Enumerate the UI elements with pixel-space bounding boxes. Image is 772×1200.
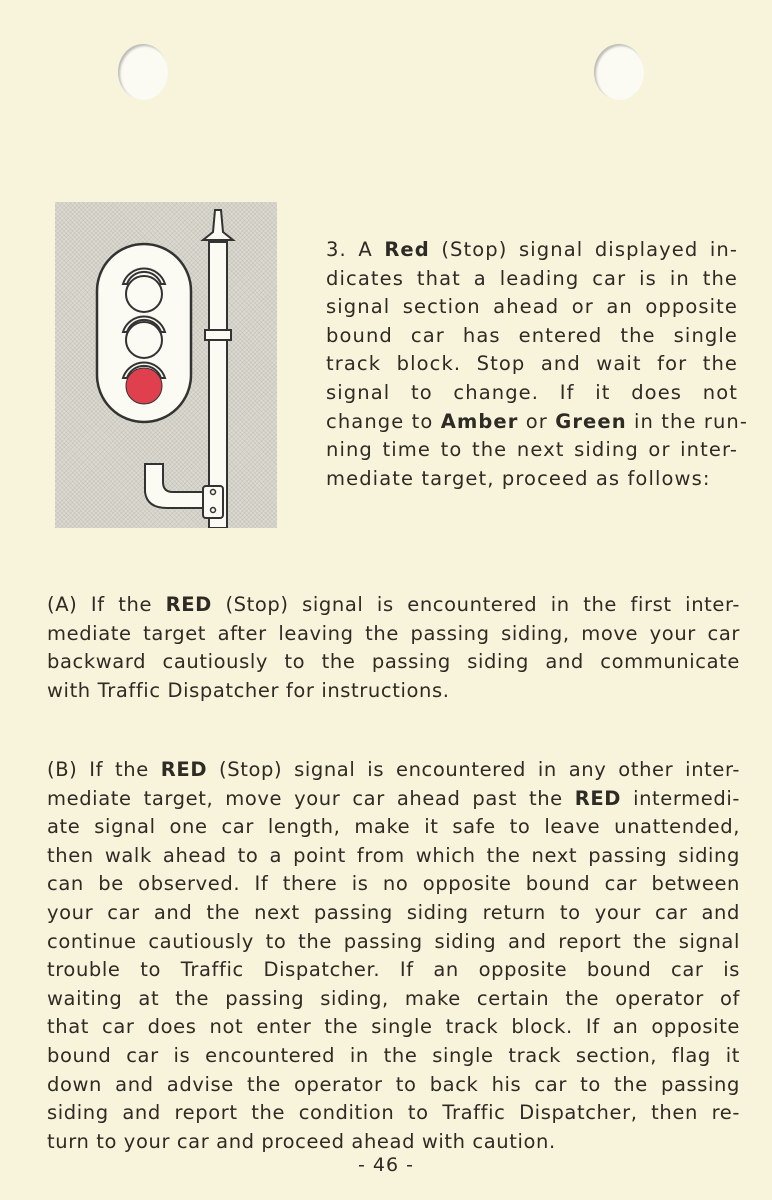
binder-hole-right	[594, 44, 644, 100]
text-line: track block. Stop and wait for the	[326, 352, 738, 376]
text-line: trouble to Traffic Dispatcher. If an opposite bound car is	[47, 958, 740, 982]
text-line: that car does not enter the single track block. If an opposite	[47, 1015, 740, 1039]
text-line: backward cautiously to the passing siding and communicate	[47, 650, 740, 674]
text-line: (B) If the RED (Stop) signal is encountered in any other inter-	[47, 758, 740, 781]
page-number: - 46 -	[358, 1154, 414, 1176]
text-line: change to Amber or Green in the run-	[326, 409, 749, 433]
emphasis: Green	[555, 409, 627, 433]
text-line: with Traffic Dispatcher for instructions.	[47, 678, 450, 702]
pole-finial	[203, 210, 233, 240]
bracket-arm	[145, 464, 207, 508]
section-b-paragraph	[47, 756, 740, 1156]
text-line: 3. A Red (Stop) signal displayed in-	[326, 238, 738, 261]
text-line: mediate target, move your car ahead past the RED intermedi-	[47, 786, 740, 810]
text-line: bound car is encountered in the single track section, flag it	[47, 1043, 740, 1067]
emphasis: RED	[574, 786, 622, 810]
text-line: continue cautiously to the passing siding and report the signal	[47, 929, 740, 953]
text-line: ning time to the next siding or inter-	[326, 438, 738, 462]
text-line: turn to your car and proceed ahead with caution.	[47, 1129, 556, 1153]
emphasis: RED	[160, 758, 208, 781]
text-line: waiting at the passing siding, make certain the operator of	[47, 986, 740, 1010]
text-line: your car and the next passing siding return to your car and	[47, 900, 740, 924]
text-line: mediate target after leaving the passing siding, move your car	[47, 621, 740, 645]
lamp-top	[123, 269, 165, 312]
text-line: signal to change. If it does not	[326, 380, 738, 404]
rule-3-paragraph	[326, 236, 749, 493]
section-a-paragraph	[47, 591, 740, 705]
text-line: down and advise the operator to back his car to the passing	[47, 1072, 740, 1096]
text-line: dicates that a leading car is in the	[326, 266, 738, 290]
pole-clamp	[205, 330, 231, 340]
emphasis: Red	[384, 238, 430, 261]
text-line: signal section ahead or an opposite	[326, 295, 738, 319]
emphasis: RED	[165, 593, 212, 616]
text-line: (A) If the RED (Stop) signal is encountered in the first inter-	[47, 593, 741, 616]
text-line: siding and report the condition to Traffic Dispatcher, then re-	[47, 1101, 740, 1125]
text-line: bound car has entered the single	[326, 323, 738, 347]
lamp-middle	[123, 317, 165, 358]
traffic-signal-icon	[55, 202, 277, 528]
emphasis: Amber	[440, 409, 519, 433]
text-line: mediate target, proceed as follows:	[326, 466, 711, 490]
text-line: can be observed. If there is no opposite bound car between	[47, 872, 740, 896]
signal-illustration	[55, 202, 277, 528]
text-line: ate signal one car length, make it safe to leave unattended,	[47, 815, 740, 839]
binder-hole-left	[118, 44, 168, 100]
text-line: then walk ahead to a point from which the next passing siding	[47, 843, 740, 867]
